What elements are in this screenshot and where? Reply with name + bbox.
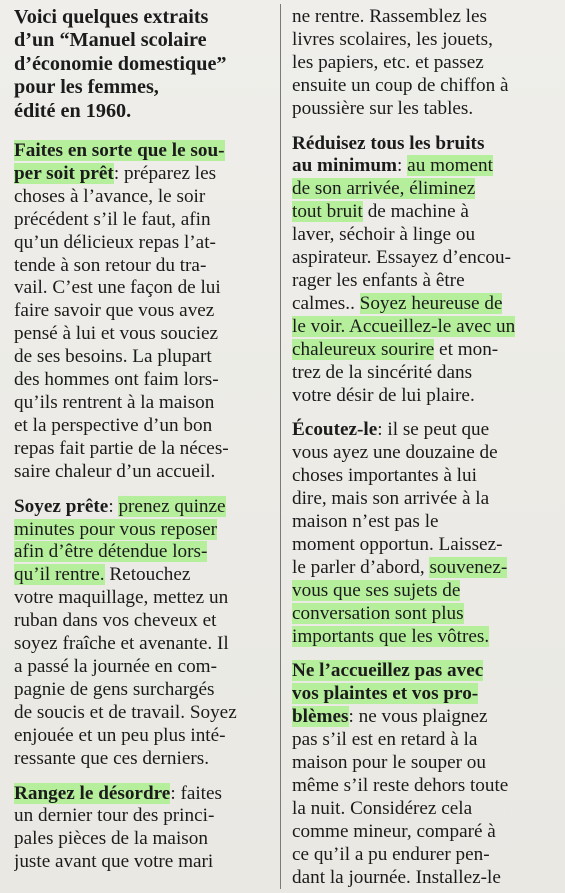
body-text: un dernier tour des princi- — [14, 805, 215, 827]
text-line — [14, 461, 276, 484]
text-line — [14, 300, 276, 323]
text-line — [292, 155, 554, 178]
text-line — [292, 603, 554, 626]
body-text: juste avant que votre mari — [14, 851, 214, 873]
column-divider — [280, 4, 281, 889]
text-line — [292, 442, 554, 465]
heading-text: Soyez prête — [14, 495, 109, 517]
text-line — [14, 610, 276, 633]
highlighted-text: Rangez le désordre — [14, 782, 171, 804]
text-line — [292, 580, 554, 603]
highlighted-text: qu’il rentre. — [14, 564, 105, 586]
body-text: moment opportun. Laissez- — [292, 533, 503, 555]
body-text: de soucis et de travail. Soyez — [14, 701, 237, 723]
text-line — [292, 534, 554, 557]
text-line — [292, 660, 554, 683]
body-text: tende à son retour du tra- — [14, 254, 207, 276]
body-text: calmes.. — [292, 292, 360, 314]
body-text: même s’il reste dehors toute — [292, 775, 509, 796]
body-text: ne rentre. Rassemblez les — [292, 6, 487, 27]
text-line — [14, 392, 276, 415]
text-line — [14, 369, 276, 392]
body-text: : — [108, 495, 119, 517]
paragraph — [14, 140, 276, 484]
body-text: votre maquillage, mettez un — [14, 587, 229, 609]
text-line — [292, 385, 554, 408]
text-line — [292, 775, 554, 798]
text-line — [292, 729, 554, 752]
paragraph — [14, 783, 276, 875]
heading-text: Réduisez tous les bruits — [292, 132, 485, 154]
text-line — [292, 270, 554, 293]
body-text: : ne vous plaignez — [348, 706, 488, 728]
text-line — [14, 702, 276, 725]
text-line — [292, 706, 554, 729]
text-line — [292, 867, 554, 890]
body-text: trez de la sincérité dans — [292, 361, 473, 383]
text-line — [14, 587, 276, 610]
body-text: des hommes ont faim lors- — [14, 369, 219, 391]
text-line — [292, 362, 554, 385]
text-line — [14, 209, 276, 232]
text-line — [14, 828, 276, 851]
paragraph — [14, 496, 276, 771]
body-text: aspirateur. Essayez d’encou- — [292, 247, 511, 269]
highlighted-text: conversation sont plus — [292, 602, 464, 624]
intro-line: d’un “Manuel scolaire — [14, 29, 207, 52]
body-text: : faites — [170, 782, 222, 804]
text-line — [14, 656, 276, 679]
body-text: Retouchez — [104, 564, 191, 586]
body-text: pas s’il est en retard à la — [292, 729, 478, 751]
body-text: choses à l’avance, le soir — [14, 185, 206, 207]
text-line — [14, 163, 276, 186]
body-text: ressante que ces derniers. — [14, 747, 209, 769]
body-text: de ses besoins. La plupart — [14, 346, 212, 368]
body-text: saire chaleur d’un accueil. — [14, 460, 216, 482]
text-line — [14, 323, 276, 346]
highlighted-text: chaleureux sourire — [292, 338, 435, 360]
body-text: et la perspective d’un bon — [14, 414, 213, 436]
text-line — [14, 541, 276, 564]
body-text: la nuit. Considérez cela — [292, 797, 473, 819]
text-line — [292, 293, 554, 316]
body-text: qu’ils rentrent à la maison — [14, 392, 215, 413]
body-text: a passé la journée en com- — [14, 655, 217, 677]
text-line — [292, 683, 554, 706]
body-text: ce qu’il a pu endurer pen- — [292, 843, 490, 865]
body-text: de machine à — [362, 201, 469, 223]
highlighted-text: per soit prêt — [14, 162, 114, 184]
text-line — [14, 725, 276, 748]
text-line — [14, 255, 276, 278]
paragraph — [292, 660, 554, 889]
highlighted-text: Ne l’accueillez pas avec — [292, 660, 484, 682]
text-line — [292, 224, 554, 247]
body-text: maison pour le souper ou — [292, 752, 486, 774]
body-text: ruban dans vos cheveux et — [14, 610, 217, 632]
paragraph — [292, 419, 554, 648]
text-line — [292, 98, 554, 121]
text-line — [292, 419, 554, 442]
right-column — [292, 6, 554, 893]
text-line — [14, 679, 276, 702]
paragraph — [292, 133, 554, 408]
heading-text: Écoutez-le — [292, 419, 378, 441]
highlighted-text: vos plaintes et vos pro- — [292, 683, 479, 705]
body-text: maison n’est pas le — [292, 511, 439, 533]
intro-paragraph — [14, 6, 276, 123]
text-line — [292, 752, 554, 775]
text-line — [14, 519, 276, 542]
body-text: comme mineur, comparé à — [292, 820, 496, 842]
text-line — [14, 496, 276, 519]
text-line — [292, 52, 554, 75]
highlighted-text: souvenez- — [429, 556, 508, 578]
intro-line: édité en 1960. — [14, 99, 132, 122]
text-line — [14, 748, 276, 771]
highlighted-text: au moment — [407, 155, 493, 177]
text-line — [292, 133, 554, 156]
text-line — [14, 438, 276, 461]
highlighted-text: Faites en sorte que le sou- — [14, 140, 225, 162]
highlighted-text: Soyez heureuse de — [359, 292, 503, 314]
body-text: enjouée et un peu plus inté- — [14, 724, 226, 746]
body-text: : il se peut que — [377, 419, 490, 441]
heading-text: au minimum — [292, 155, 398, 177]
body-text: soyez fraîche et avenante. Il — [14, 633, 229, 655]
highlighted-text: tout bruit — [292, 201, 363, 223]
body-text: choses importantes à lui — [292, 465, 477, 487]
body-text: le parler d’abord, — [292, 556, 430, 578]
highlighted-text: minutes pour vous reposer — [14, 518, 218, 540]
intro-line: Voici quelques extraits — [14, 6, 209, 28]
body-text: vail. C’est une façon de lui — [14, 277, 221, 299]
text-line — [292, 6, 554, 29]
text-line — [292, 465, 554, 488]
text-line — [292, 821, 554, 844]
text-line — [14, 232, 276, 255]
text-line — [14, 415, 276, 438]
body-text: livres scolaires, les jouets, — [292, 28, 493, 50]
text-line — [14, 346, 276, 369]
body-text: repas fait partie de la néces- — [14, 437, 229, 459]
body-text: ensuite un coup de chiffon à — [292, 74, 509, 96]
right-column-body — [292, 6, 554, 890]
text-line — [14, 783, 276, 806]
text-line — [292, 316, 554, 339]
body-text: : préparez les — [113, 162, 217, 184]
highlighted-text: blèmes — [292, 706, 349, 728]
highlighted-text: importants que les vôtres. — [292, 625, 490, 647]
body-text: les papiers, etc. et passez — [292, 51, 484, 73]
text-line — [292, 557, 554, 580]
body-text: qu’un délicieux repas l’at- — [14, 231, 216, 253]
body-text: rager les enfants à être — [292, 269, 465, 291]
text-line — [292, 626, 554, 649]
paragraph — [292, 6, 554, 121]
text-line — [14, 805, 276, 828]
intro-line: d’économie domestique” — [14, 52, 227, 75]
body-text: vous ayez une douzaine de — [292, 442, 498, 464]
highlighted-text: prenez quinze — [118, 495, 226, 517]
text-line — [292, 201, 554, 224]
highlighted-text: le voir. Accueillez-le avec un — [292, 315, 516, 337]
text-line — [292, 339, 554, 362]
text-line — [292, 798, 554, 821]
text-line — [292, 488, 554, 511]
body-text: dant la journée. Installez-le — [292, 866, 501, 888]
body-text: faire savoir que vous avez — [14, 300, 215, 322]
text-line — [292, 511, 554, 534]
left-column-body — [14, 140, 276, 874]
body-text: et mon- — [434, 338, 499, 360]
text-line — [14, 633, 276, 656]
text-line — [292, 844, 554, 867]
text-line — [292, 178, 554, 201]
intro-line: pour les femmes, — [14, 76, 159, 99]
highlighted-text: vous que ses sujets de — [292, 579, 461, 601]
text-line — [14, 140, 276, 163]
body-text: dire, mais son arrivée à la — [292, 488, 490, 510]
body-text: pagnie de gens surchargés — [14, 678, 215, 700]
body-text: précédent s’il le faut, afin — [14, 208, 211, 230]
text-line — [14, 851, 276, 874]
highlighted-text: afin d’être détendue lors- — [14, 541, 208, 563]
text-line — [292, 29, 554, 52]
body-text: votre désir de lui plaire. — [292, 384, 475, 406]
text-line — [14, 186, 276, 209]
text-line — [14, 277, 276, 300]
body-text: pensé à lui et vous souciez — [14, 323, 219, 345]
text-line — [14, 564, 276, 587]
body-text: laver, séchoir à linge ou — [292, 224, 476, 246]
text-line — [292, 75, 554, 98]
body-text: poussière sur les tables. — [292, 97, 474, 119]
text-line — [292, 247, 554, 270]
body-text: : — [397, 155, 408, 177]
body-text: pales pièces de la maison — [14, 828, 208, 850]
left-column — [14, 6, 276, 893]
highlighted-text: de son arrivée, éliminez — [292, 178, 476, 200]
